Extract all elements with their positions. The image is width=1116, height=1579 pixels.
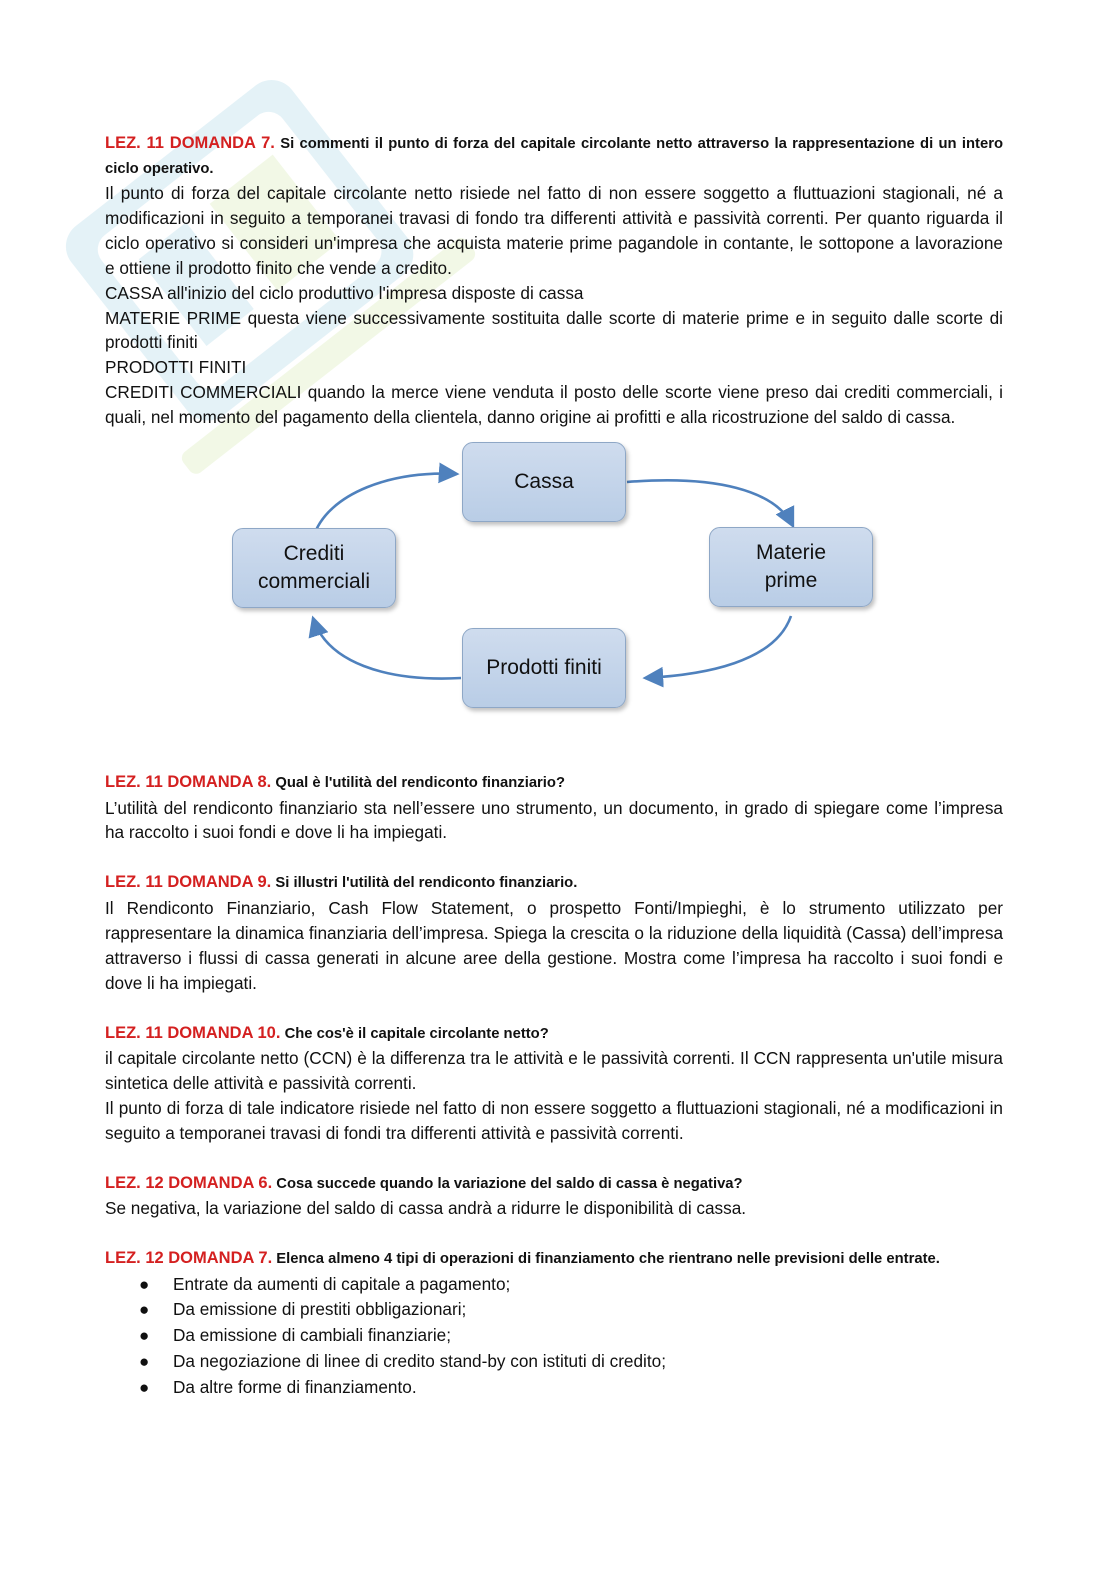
answer-paragraph: L’utilità del rendiconto finanziario sta nell’essere uno strumento, un documento, in grado di spiegare come l’impresa ha raccolto i suoi fondi e dove li ha impiegati.: [105, 797, 1003, 843]
list-item: [105, 1323, 1003, 1349]
node-prodotti-finiti: [462, 628, 626, 708]
bullet-icon: ●: [139, 1351, 150, 1371]
node-crediti-commerciali: [232, 528, 396, 608]
node-crediti-line2: commerciali: [257, 570, 370, 594]
node-crediti-label: [258, 540, 370, 596]
document-body: [105, 131, 1003, 1401]
question-text: Qual è l'utilità del rendiconto finanziario?: [275, 775, 565, 792]
question-ref: LEZ. 12 DOMANDA 7.: [105, 1249, 273, 1268]
list-item: [105, 1272, 1003, 1298]
list-item-text: Da altre forme di finanziamento.: [173, 1376, 417, 1397]
question-ref: LEZ. 11 DOMANDA 7.: [105, 134, 275, 152]
arrow-prodotti-crediti: [313, 618, 461, 679]
bullet-icon: ●: [139, 1274, 150, 1294]
question-ref: LEZ. 12 DOMANDA 6.: [105, 1173, 273, 1192]
answer-paragraph: MATERIE PRIME questa viene successivamente sostituita dalle scorte di materie prime e in seguito dalle scorte di prodotti finiti: [105, 307, 1003, 353]
question-ref: LEZ. 11 DOMANDA 8.: [105, 773, 272, 792]
question-ref: LEZ. 11 DOMANDA 9.: [105, 873, 272, 892]
node-materie-label: [756, 539, 826, 595]
question-heading: [105, 770, 1003, 796]
arrow-cassa-materie: [627, 480, 793, 526]
question-text: Elenca almeno 4 tipi di operazioni di finanziamento che rientrano nelle previsioni delle entrate.: [276, 1251, 940, 1268]
answer-paragraph: PRODOTTI FINITI: [105, 357, 247, 378]
question-heading: [105, 1171, 1003, 1197]
node-materie-prime: [709, 527, 873, 607]
node-cassa: [462, 442, 626, 522]
question-heading: [105, 870, 1003, 896]
node-prodotti-label: Prodotti finiti: [486, 656, 602, 680]
list-item-text: Entrate da aumenti di capitale a pagamento;: [173, 1273, 511, 1294]
question-ref: LEZ. 11 DOMANDA 10.: [105, 1023, 281, 1042]
question-text: Si illustri l'utilità del rendiconto finanziario.: [275, 875, 578, 892]
bullet-icon: ●: [139, 1300, 150, 1320]
answer-paragraph: il capitale circolante netto (CCN) è la differenza tra le attività e le passività correnti. Il CCN rappresenta un'utile misura sintetica delle attività e passività correnti.: [105, 1048, 1003, 1093]
list-item: [105, 1349, 1003, 1375]
node-materie-line2: prime: [764, 569, 818, 593]
list-item-text: Da emissione di prestiti obbligazionari;: [173, 1299, 467, 1320]
question-text: Si commenti il punto di forza del capitale circolante netto attraverso la rappresentazione di un intero ciclo operativo.: [105, 136, 1004, 177]
node-cassa-label: Cassa: [514, 470, 574, 494]
answer-paragraph: Se negativa, la variazione del saldo di cassa andrà a ridurre le disponibilità di cassa.: [105, 1198, 747, 1219]
node-materie-line1: Materie: [755, 541, 827, 565]
question-text: Che cos'è il capitale circolante netto?: [284, 1025, 549, 1042]
answer-paragraph: CREDITI COMMERCIALI quando la merce viene venduta il posto delle scorte viene preso dai crediti commerciali, i quali, nel momento del pagamento della clientela, danno origine ai profitti e alla ricostruzione del saldo di cassa.: [105, 382, 1003, 428]
list-item: [105, 1297, 1003, 1323]
node-crediti-line1: Crediti: [283, 542, 345, 566]
answer-paragraph: Il punto di forza di tale indicatore risiede nel fatto di non essere soggetto a fluttuazioni stagionali, né a modificazioni in seguito a temporanei travasi di fondi tra differenti attività e passività correnti.: [105, 1097, 1003, 1143]
answer-paragraph: Il Rendiconto Finanziario, Cash Flow Statement, o prospetto Fonti/Impieghi, è lo strumento utilizzato per rappresentare la dinamica finanziaria dell’impresa. Spiega la crescita o la riduzione della liquidità (Cassa) dell’impresa attraverso i flussi di cassa generati in alcune aree della gestione. Mostra come l’impresa ha raccolto i suoi fondi e dove li ha impiegati.: [105, 897, 1003, 993]
question-text: Cosa succede quando la variazione del saldo di cassa è negativa?: [276, 1175, 743, 1192]
bullet-icon: ●: [139, 1326, 150, 1346]
question-heading: [105, 1246, 1003, 1272]
financing-list: [105, 1272, 1003, 1401]
bullet-icon: ●: [139, 1377, 150, 1397]
answer-paragraph: Il punto di forza del capitale circolante netto risiede nel fatto di non essere soggetto a fluttuazioni stagionali, né a modificazioni in seguito a temporanei travasi di fondo tra differenti attività e passività correnti. Per quanto riguarda il ciclo operativo si consideri un'impresa che acquista materie prime pagandole in contante, le sottopone a lavorazione e ottiene il prodotto finito che vende a credito.: [105, 183, 1003, 278]
answer-paragraph: CASSA all'inizio del ciclo produttivo l'impresa disposte di cassa: [105, 282, 584, 303]
list-item: [105, 1375, 1003, 1401]
operating-cycle-diagram: [105, 430, 1003, 770]
question-heading: [105, 131, 1003, 181]
question-heading: [105, 1021, 1003, 1047]
list-item-text: Da negoziazione di linee di credito stand-by con istituti di credito;: [173, 1350, 666, 1371]
arrow-materie-prodotti: [645, 616, 791, 678]
list-item-text: Da emissione di cambiali finanziarie;: [173, 1325, 451, 1346]
